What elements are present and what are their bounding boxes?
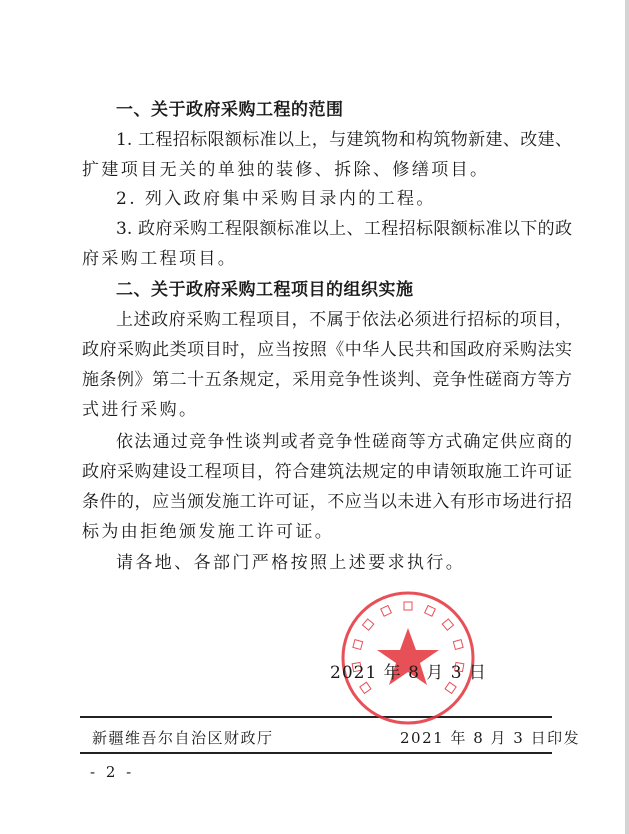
seal-glyph-mark [381,606,392,617]
item3-line1: 3. 政府采购工程限额标准以上、工程招标限额标准以下的政 [116,219,572,239]
para2-line: 依法通过竞争性谈判或者竞争性磋商等方式确定供应商的 [116,432,572,452]
item1-line2: 扩建项目无关的单独的装修、拆除、修缮项目。 [82,160,490,180]
seal-glyph-mark [453,640,463,650]
para2-line: 政府采购建设工程项目，符合建筑法规定的申请领取施工许可证 [82,462,572,482]
signature-date: 2021 年 8 月 3 日 [330,663,487,683]
seal-glyph-mark [353,640,363,650]
seal-glyph-mark [445,682,456,693]
seal-glyph-mark [442,619,453,630]
section2-heading: 二、关于政府采购工程项目的组织实施 [116,280,414,300]
seal-glyph-mark [360,682,371,693]
page-edge [625,0,629,834]
para1-line: 式进行采购。 [82,400,199,420]
para1-line: 施条例》第二十五条规定，采用竞争性谈判、竞争性磋商方等方 [82,370,572,390]
para3: 请各地、各部门严格按照上述要求执行。 [116,553,466,573]
item2: 2. 列入政府集中采购目录内的工程。 [116,189,436,209]
para2-line: 标为由拒绝颁发施工许可证。 [82,522,335,542]
para1-line: 上述政府采购工程项目，不属于依法必须进行招标的项目， [116,310,572,330]
para1-line: 政府采购此类项目时，应当按照《中华人民共和国政府采购法实 [82,340,572,360]
section1-heading: 一、关于政府采购工程的范围 [116,100,344,120]
seal-glyph-mark [363,619,374,630]
para2-line: 条件的，应当颁发施工许可证，不应当以未进入有形市场进行招 [82,492,572,512]
item3-line2: 府采购工程项目。 [82,249,238,269]
item1-line1: 1. 工程招标限额标准以上，与建筑物和构筑物新建、改建、 [116,130,572,150]
seal-glyph-mark [425,606,436,617]
footer-top-rule [80,716,552,718]
seal-glyph-mark [404,602,412,610]
footer-issuer: 新疆维吾尔自治区财政厅 [92,729,274,747]
footer-issue-date: 2021 年 8 月 3 日印发 [400,729,581,747]
footer-bottom-rule [80,752,552,754]
page-number: - 2 - [90,763,135,781]
